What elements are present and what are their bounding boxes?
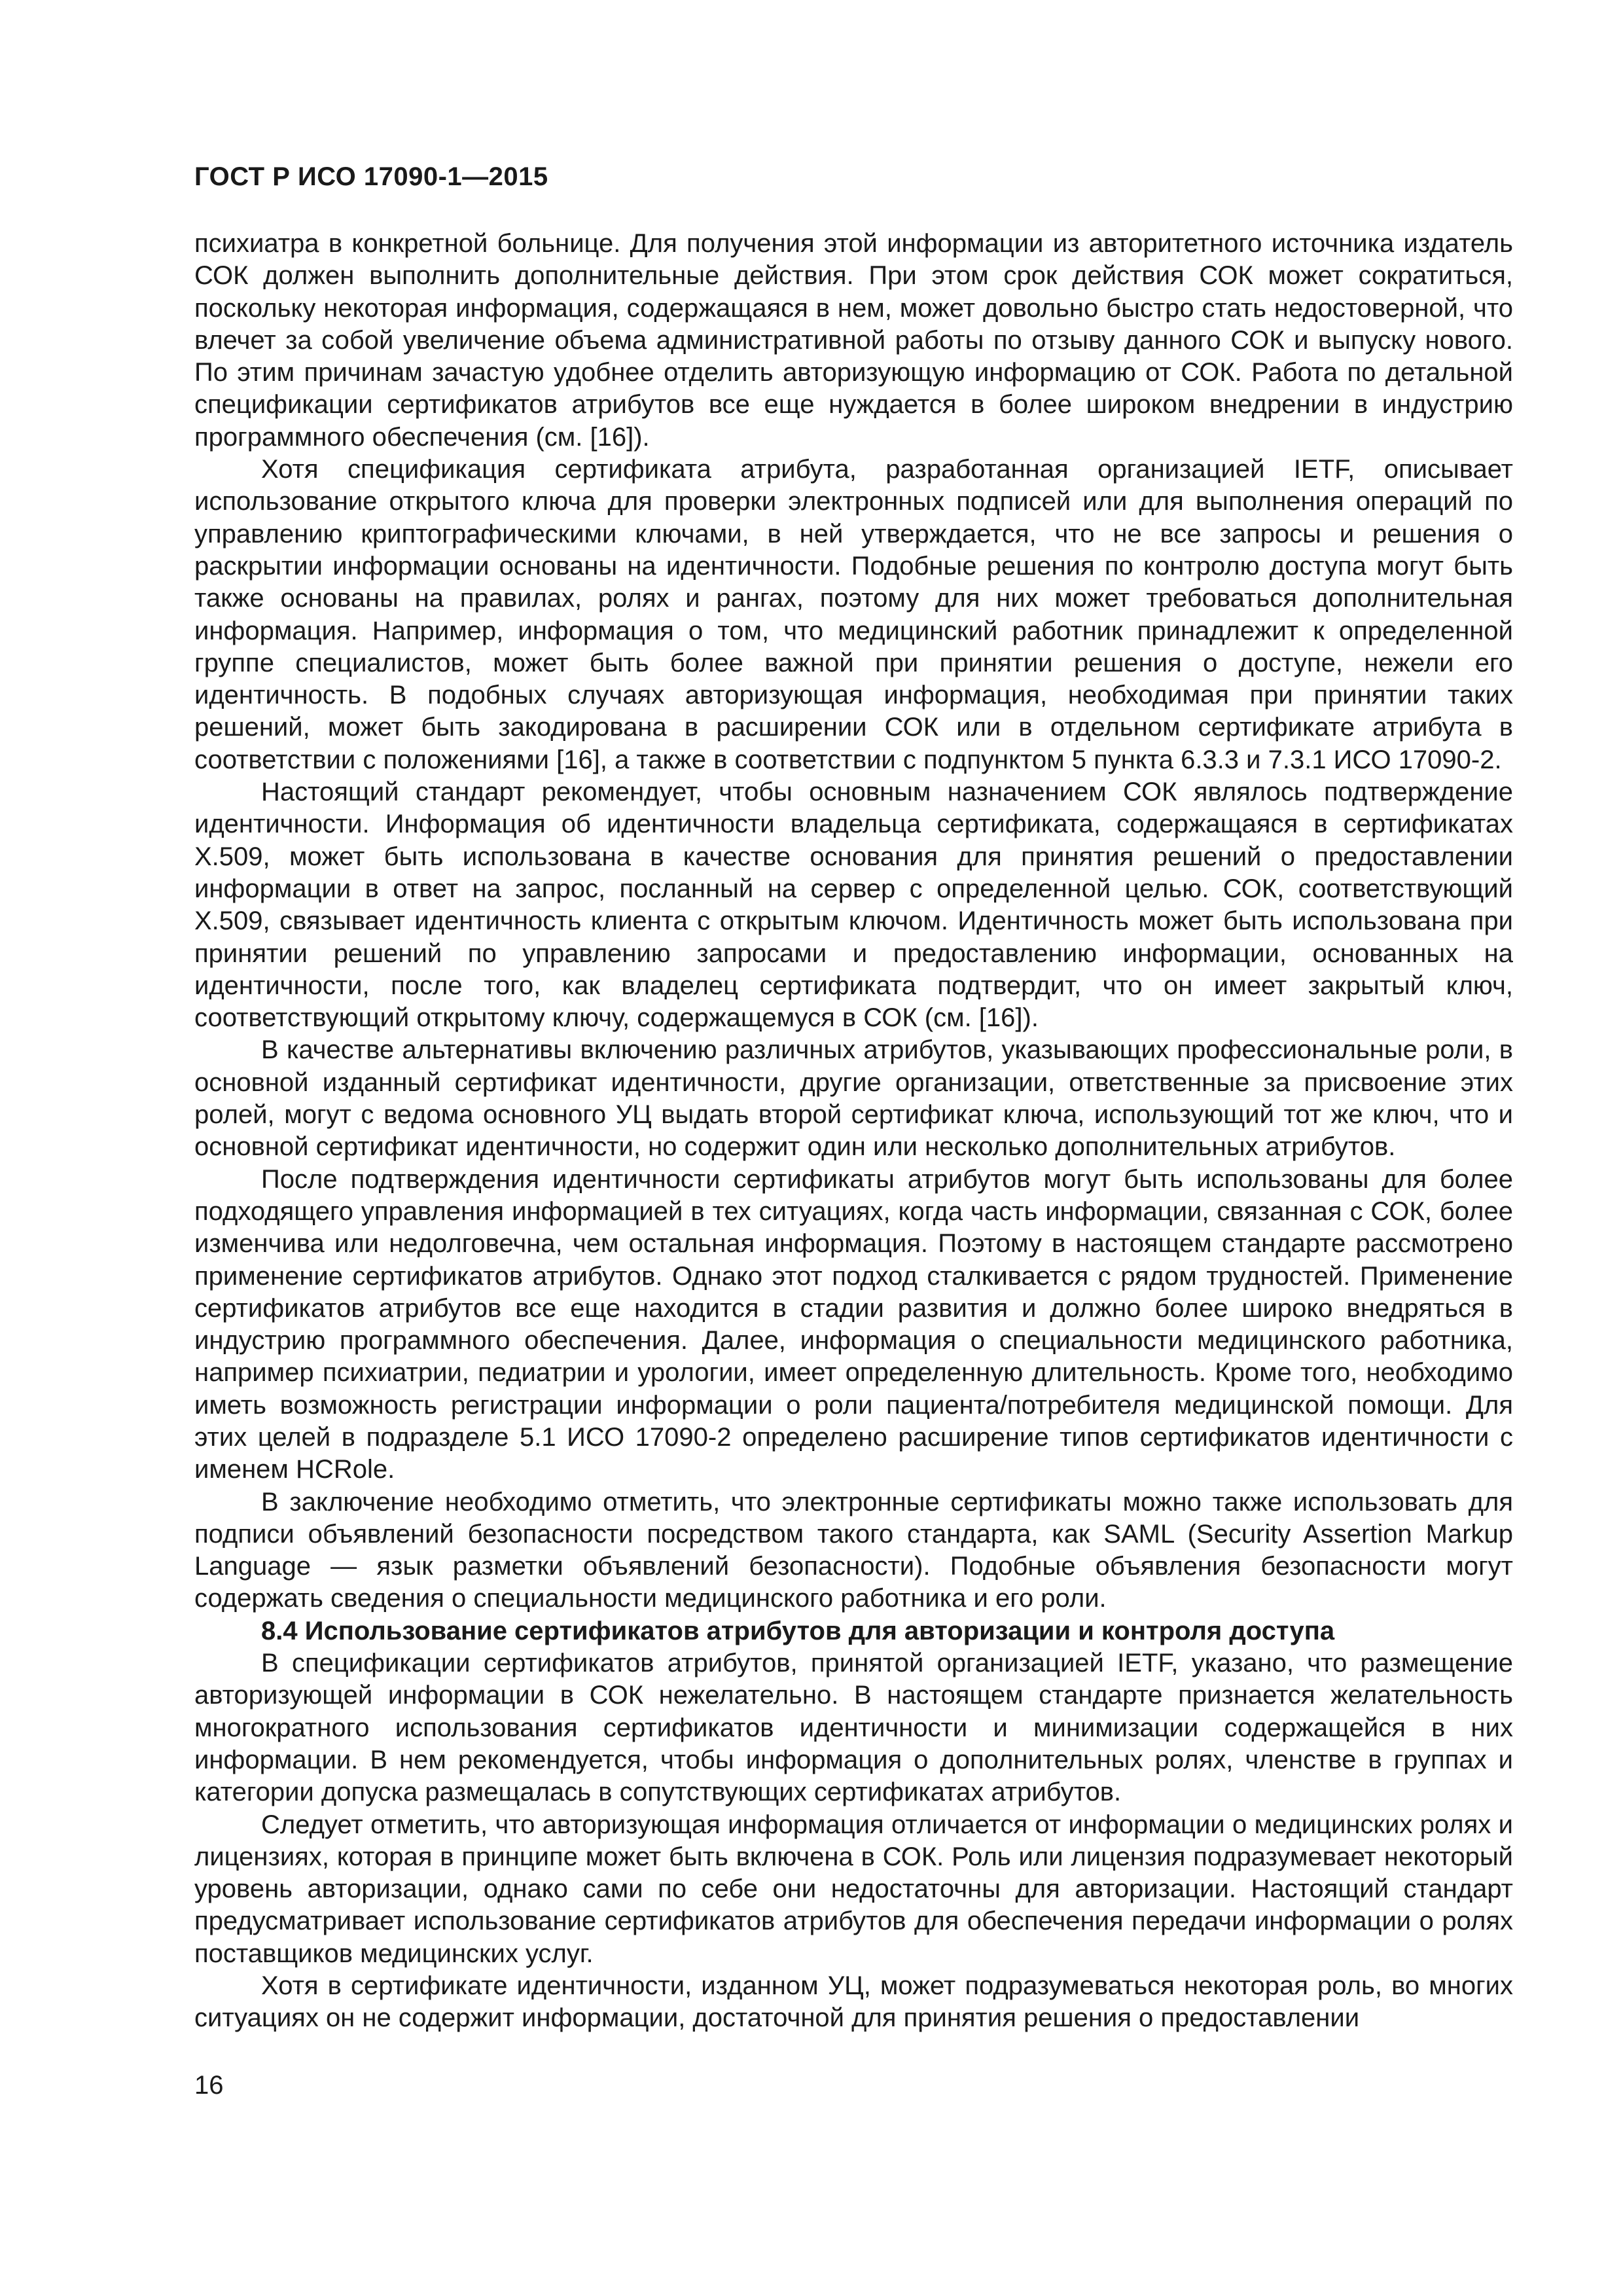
paragraph-attribute-certificates: После подтверждения идентичности сертификаты атрибутов могут быть использованы для более подходящего управления информацией в тех ситуациях, когда часть информации, связанная с СОК, более изменчива или недолговечна, чем остальная информация. Поэтому в настоящем стандарте рассмотрено применение сертификатов атрибутов. Однако этот подход сталкивается с рядом трудностей. Применение сертификатов атрибутов все еще находится в стадии развития и должно более широко внедряться в индустрию программного обеспечения. Далее, информация о специальности медицинского работника, например психиатрии, педиатрии и урологии, имеет определенную длительность. Кроме того, необходимо иметь возможность регистрации информации о роли пациента/потребителя медицинской помощи. Для этих целей в подразделе 5.1 ИСО 17090-2 определено расширение типов сертификатов идентичности с именем HCRole. (194, 1164, 1513, 1484)
document-body (194, 228, 1513, 2035)
paragraph-saml-conclusion: В заключение необходимо отметить, что электронные сертификаты можно также использовать для подписи объявлений безопасности посредством такого стандарта, как SAML (Security Assertion Markup Language — язык разметки объявлений безопасности). Подобные объявления безопасности могут содержать сведения о специальности медицинского работника и его роли. (194, 1487, 1513, 1613)
paragraph-8-4-identity-certificate: Хотя в сертификате идентичности, изданном УЦ, может подразумеваться некоторая роль, во многих ситуациях он не содержит информации, достаточной для принятия решения о предоставлении (194, 1971, 1513, 2033)
document-header-code: ГОСТ Р ИСО 17090-1—2015 (194, 162, 548, 191)
paragraph-continuation: психиатра в конкретной больнице. Для получения этой информации из авторитетного источника издатель СОК должен выполнить дополнительные действия. При этом срок действия СОК может сократиться, поскольку некоторая информация, содержащаяся в нем, может довольно быстро стать недостоверной, что влечет за собой увеличение объема административной работы по отзыву данного СОК и выпуску нового. По этим причинам зачастую удобнее отделить авторизующую информацию от СОК. Работа по детальной спецификации сертификатов атрибутов все еще нуждается в более широком внедрении в индустрию программного обеспечения (см. [16]). (194, 229, 1513, 452)
paragraph-identity-confirmation: Настоящий стандарт рекомендует, чтобы основным назначением СОК являлось подтверждение идентичности. Информация об идентичности владельца сертификата, содержащаяся в сертификатах X.509, может быть использована в качестве основания для принятия решений о предоставлении информации в ответ на запрос, посланный на сервер с определенной целью. СОК, соответствующий X.509, связывает идентичность клиента с открытым ключом. Идентичность может быть использована при принятии решений по управлению запросами и предоставлению информации, основанных на идентичности, после того, как владелец сертификата подтвердит, что он имеет закрытый ключ, соответствующий открытому ключу, содержащемуся в СОК (см. [16]). (194, 778, 1513, 1033)
paragraph-ietf-attribute-spec: Хотя спецификация сертификата атрибута, разработанная организацией IETF, описывает использование открытого ключа для проверки электронных подписей или для выполнения операций по управлению криптографическими ключами, в ней утверждается, что не все запросы и решения о раскрытии информации основаны на идентичности. Подобные решения по контролю доступа могут быть также основаны на правилах, ролях и рангах, поэтому для них может требоваться дополнительная информация. Например, информация о том, что медицинский работник принадлежит к определенной группе специалистов, может быть более важной при принятии решения о доступе, нежели его идентичность. В подобных случаях авторизующая информация, необходимая при принятии таких решений, может быть закодирована в расширении СОК или в отдельном сертификате атрибута в соответствии с положениями [16], а также в соответствии с подпунктом 5 пункта 6.3.3 и 7.3.1 ИСО 17090-2. (194, 455, 1513, 774)
paragraph-8-4-authorization-info: Следует отметить, что авторизующая информация отличается от информации о медицинских ролях и лицензиях, которая в принципе может быть включена в СОК. Роль или лицензия подразумевает некоторый уровень авторизации, однако сами по себе они недостаточны для авторизации. Настоящий стандарт предусматривает использование сертификатов атрибутов для обеспечения передачи информации о ролях поставщиков медицинских услуг. (194, 1810, 1513, 1968)
section-heading-8-4: 8.4 Использование сертификатов атрибутов для авторизации и контроля доступа (261, 1616, 1335, 1645)
page-number: 16 (194, 2071, 224, 2100)
paragraph-alternative-roles: В качестве альтернативы включению различных атрибутов, указывающих профессиональные роли, в основной изданный сертификат идентичности, другие организации, ответственные за присвоение этих ролей, могут с ведома основного УЦ выдать второй сертификат ключа, использующий тот же ключ, что и основной сертификат идентичности, но содержит один или несколько дополнительных атрибутов. (194, 1035, 1513, 1162)
paragraph-8-4-ietf-spec: В спецификации сертификатов атрибутов, принятой организацией IETF, указано, что размещение авторизующей информации в СОК нежелательно. В настоящем стандарте признается желательность многократного использования сертификатов идентичности и минимизации содержащейся в них информации. В нем рекомендуется, чтобы информация о дополнительных ролях, членстве в группах и категории допуска размещалась в сопутствующих сертификатах атрибутов. (194, 1649, 1513, 1807)
